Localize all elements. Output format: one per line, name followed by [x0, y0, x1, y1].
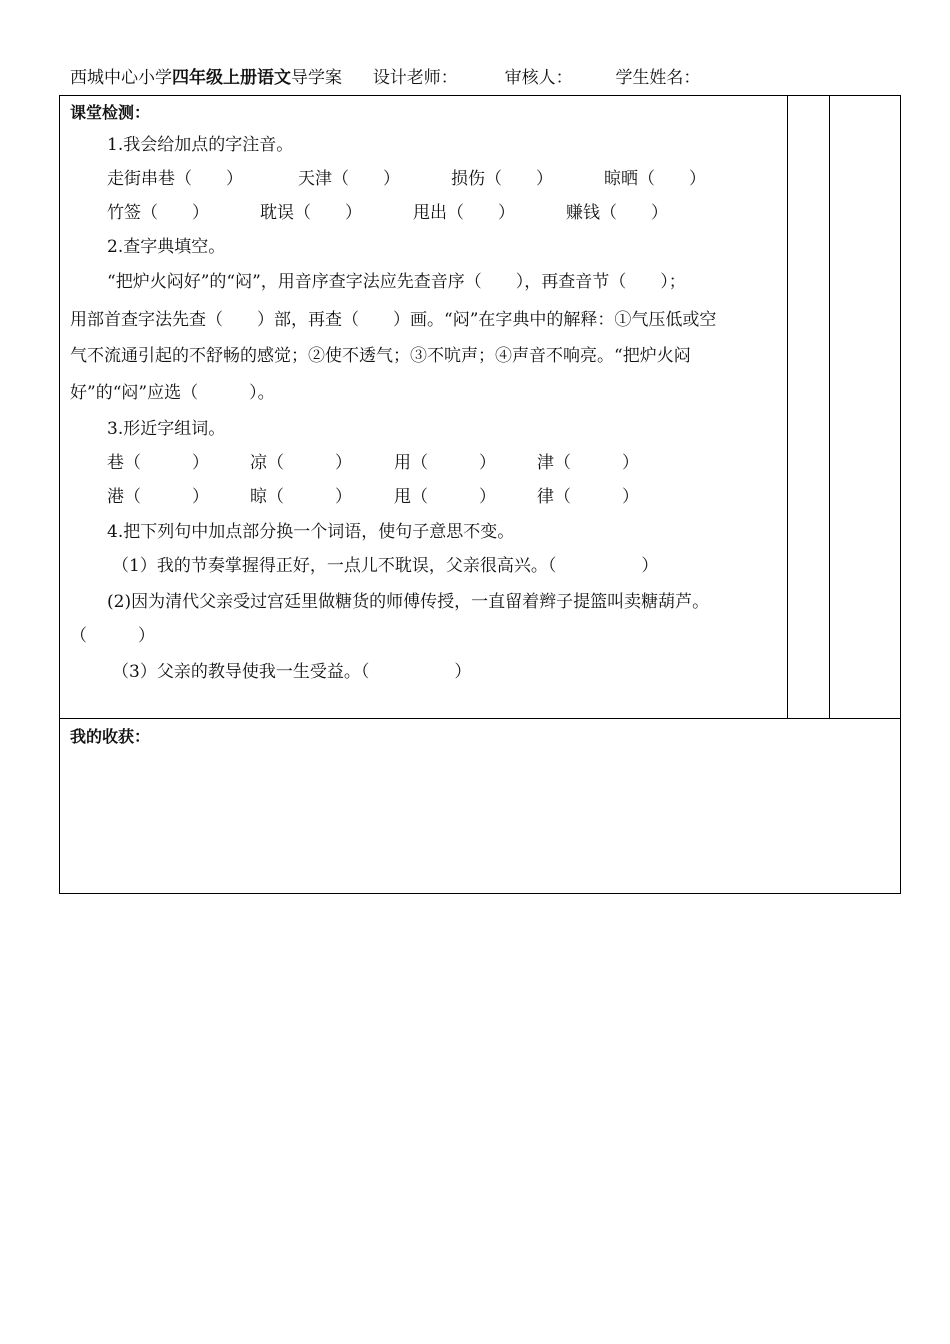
- question-4-sentence-2: (2)因为清代父亲受过宫廷里做糖货的师傅传授，一直留着辫子提篮叫卖糖葫芦。: [107, 592, 710, 612]
- question-2-line: “把炉火闷好”的“闷”，用音序查字法应先查音序（ ），再查音节（ ）；: [107, 272, 686, 292]
- word-item: 巷（ ）: [107, 453, 209, 473]
- pinyin-item: 走街串巷（ ）: [107, 169, 243, 189]
- student-name-label: 学生姓名：: [615, 68, 701, 88]
- pinyin-item: 损伤（ ）: [451, 169, 553, 189]
- question-2-line: 用部首查字法先查（ ）部，再查（ ）画。“闷”在字典中的解释：①气压低或空: [70, 310, 717, 330]
- question-4-title: 4.把下列句中加点部分换一个词语，使句子意思不变。: [107, 522, 515, 542]
- word-item: 凉（ ）: [250, 453, 352, 473]
- pinyin-item: 竹签（ ）: [107, 203, 209, 223]
- harvest-title: 我的收获：: [70, 727, 151, 746]
- word-item: 晾（ ）: [250, 487, 352, 507]
- question-4-sentence-1: （1）我的节奏掌握得正好，一点儿不耽误，父亲很高兴。（ ）: [112, 556, 659, 576]
- question-2-title: 2.查字典填空。: [107, 237, 226, 257]
- school-name: 西城中心小学: [70, 68, 172, 88]
- reviewer-label: 审核人：: [504, 68, 573, 88]
- word-item: 津（ ）: [537, 453, 639, 473]
- word-item: 港（ ）: [107, 487, 209, 507]
- question-2-line: 好”的“闷”应选（ ）。: [70, 383, 275, 403]
- column-divider: [787, 96, 788, 719]
- word-item: 用（ ）: [394, 453, 496, 473]
- word-item: 甩（ ）: [394, 487, 496, 507]
- worksheet-table: [59, 95, 901, 894]
- word-item: 律（ ）: [537, 487, 639, 507]
- pinyin-item: 甩出（ ）: [413, 203, 515, 223]
- pinyin-item: 晾晒（ ）: [604, 169, 706, 189]
- question-1-title: 1.我会给加点的字注音。: [107, 135, 294, 155]
- pinyin-item: 赚钱（ ）: [566, 203, 668, 223]
- designer-label: 设计老师：: [372, 68, 458, 88]
- column-divider: [829, 96, 830, 719]
- subject-name: 四年级上册语文: [172, 68, 291, 88]
- document-header: [70, 64, 700, 92]
- question-4-sentence-3: （3）父亲的教导使我一生受益。（ ）: [112, 662, 472, 682]
- question-4-sentence-2-blank: （ ）: [70, 626, 155, 646]
- question-2-line: 气不流通引起的不舒畅的感觉；②使不透气；③不吭声；④声音不响亮。“把炉火闷: [70, 346, 691, 366]
- section-title: 课堂检测：: [70, 103, 151, 122]
- pinyin-item: 天津（ ）: [298, 169, 400, 189]
- doc-type: 导学案: [291, 68, 342, 88]
- row-divider: [60, 718, 900, 719]
- question-3-title: 3.形近字组词。: [107, 419, 226, 439]
- pinyin-item: 耽误（ ）: [260, 203, 362, 223]
